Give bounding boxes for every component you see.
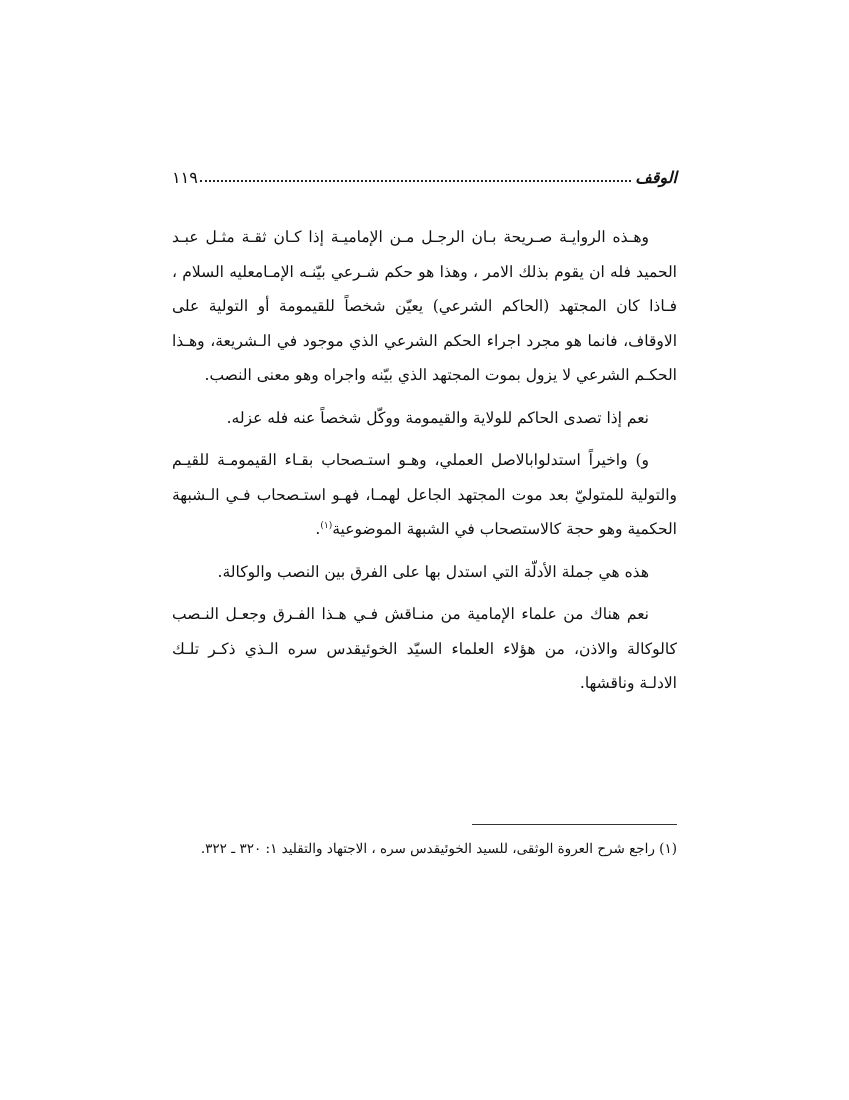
body-text <box>172 220 677 701</box>
paragraph: هذه هي جملة الأدلّة التي استدل بها على الفرق بين النصب والوكالة. <box>217 562 649 581</box>
paragraph: نعم إذا تصدى الحاكم للولاية والقيمومة ووكّل شخصاً عنه فله عزله. <box>226 408 649 427</box>
header-dot-leader <box>200 179 631 182</box>
book-page <box>172 0 677 1100</box>
footnote: (١) راجع شرح العروة الوثقى، للسيد الخوئيقدس سره ، الاجتهاد والتقليد ١: ٣٢٠ ـ ٣٢٢. <box>200 841 677 857</box>
footnote-reference[interactable]: (١) <box>320 520 333 531</box>
page-number: ١١٩ <box>172 168 198 187</box>
paragraph-text: و) واخيراً استدلوابالاصل العملي، وهـو استـصحاب بقـاء القيمومـة للقيـم والتولية للمتوليّ بعد موت المجتهد الجاعل لهمـا، فهـو استـصحاب فـي الـشبهة الحكمية وهو حجة كالاستصحاب في الشبهة الموضوعية <box>172 451 677 538</box>
running-header <box>172 161 677 187</box>
paragraph: وهـذه الروايـة صـريحة بـان الرجـل مـن الإماميـة إذا كـان ثقـة مثـل عبـد الحميد فله ان يقوم بذلك الامر ، وهذا هو حكم شـرعي بيّنـه الإمـامعليه السلام ، فـاذا كان المجتهد (الحاكم الشرعي) يعيّن شخصاً للقيمومة أو التولية على الاوقاف، فانما هو مجرد اجراء الحكم الشرعي الذي موجود في الـشريعة، وهـذا الحكـم الشرعي لا يزول بموت المجتهد الذي بيّنه واجراه وهو معنى النصب. <box>172 228 677 384</box>
footnote-separator <box>472 824 677 825</box>
chapter-title: الوقف <box>635 168 677 187</box>
paragraph: نعم هناك من علماء الإمامية من منـاقش فـي هـذا الفـرق وجعـل النـصب كالوكالة والاذن، من هؤلاء العلماء السيّد الخوئيقدس سره الـذي ذكـر تلـك الادلـة وناقشها. <box>172 605 677 692</box>
paragraph-end: . <box>315 520 321 538</box>
paragraph <box>172 443 677 547</box>
